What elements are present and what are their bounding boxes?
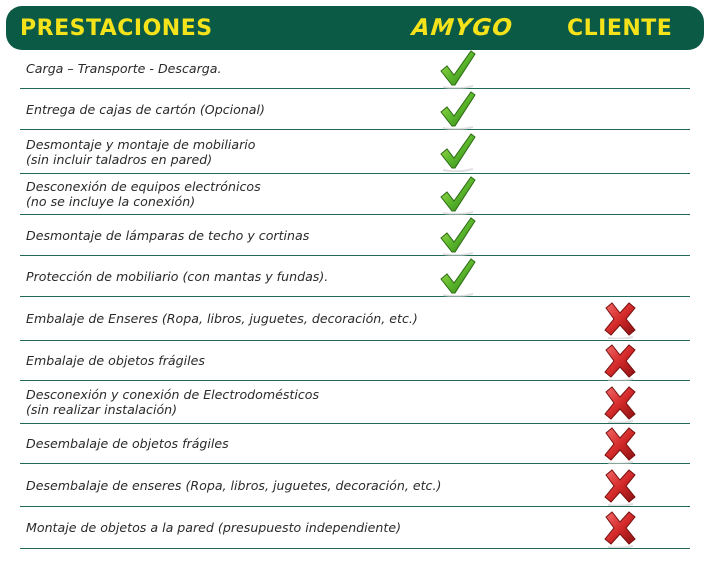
table-row bbox=[20, 297, 690, 341]
service-label-line: Desembalaje de enseres (Ropa, libros, juguetes, decoración, etc.) bbox=[26, 477, 442, 493]
cross-icon bbox=[600, 299, 640, 339]
service-label bbox=[26, 256, 416, 296]
service-label bbox=[26, 507, 416, 548]
table-row bbox=[20, 341, 690, 381]
service-label-line: Protección de mobiliario (con mantas y fundas). bbox=[26, 268, 329, 284]
service-label-line: Desmontaje de lámparas de techo y cortinas bbox=[26, 227, 310, 243]
table-row bbox=[20, 507, 690, 549]
service-label-line: (sin incluir taladros en pared) bbox=[26, 151, 213, 167]
checkmark-icon bbox=[438, 132, 478, 172]
service-label-line: Desconexión y conexión de Electrodomésticos bbox=[26, 387, 320, 402]
service-label bbox=[26, 174, 416, 214]
table-row bbox=[20, 49, 690, 89]
service-label bbox=[26, 464, 442, 506]
table-row bbox=[20, 174, 690, 215]
checkmark-icon bbox=[438, 90, 478, 130]
service-label-line: Embalaje de objetos frágiles bbox=[26, 353, 205, 368]
table-row bbox=[20, 381, 690, 424]
cross-icon bbox=[600, 383, 640, 423]
table-row bbox=[20, 215, 690, 256]
header-cliente: CLIENTE bbox=[567, 16, 673, 41]
service-label bbox=[26, 341, 416, 380]
service-label-line: (no se incluye la conexión) bbox=[26, 194, 196, 209]
table-row bbox=[20, 424, 690, 464]
service-label bbox=[26, 297, 416, 340]
cross-icon bbox=[600, 466, 640, 506]
table-row bbox=[20, 256, 690, 297]
service-label-line: Montaje de objetos a la pared (presupuesto independiente) bbox=[26, 520, 402, 535]
table-row bbox=[20, 130, 690, 174]
service-label-line: (sin realizar instalación) bbox=[26, 402, 178, 417]
table-row bbox=[20, 464, 690, 507]
service-label bbox=[26, 130, 416, 173]
service-label bbox=[26, 215, 416, 255]
header-prestaciones: PRESTACIONES bbox=[20, 16, 213, 41]
service-label-line: Carga – Transporte - Descarga. bbox=[26, 61, 222, 76]
service-label-line: Entrega de cajas de cartón (Opcional) bbox=[26, 101, 265, 117]
service-label bbox=[26, 381, 416, 423]
services-table bbox=[20, 49, 690, 549]
service-label bbox=[26, 424, 416, 463]
checkmark-icon bbox=[438, 257, 478, 297]
header-amygo-logo: AMYGO bbox=[410, 15, 515, 41]
cross-icon bbox=[600, 341, 640, 381]
service-label bbox=[26, 89, 416, 129]
cross-icon bbox=[600, 424, 640, 464]
checkmark-icon bbox=[438, 175, 478, 215]
cross-icon bbox=[600, 508, 640, 548]
table-row bbox=[20, 89, 690, 130]
service-label bbox=[26, 49, 416, 88]
checkmark-icon bbox=[438, 216, 478, 256]
table-header bbox=[6, 6, 704, 50]
service-label-line: Desembalaje de objetos frágiles bbox=[26, 436, 229, 451]
service-label-line: Desconexión de equipos electrónicos bbox=[26, 179, 261, 194]
service-label-line: Desmontaje y montaje de mobiliario bbox=[26, 136, 256, 152]
service-label-line: Embalaje de Enseres (Ropa, libros, juguetes, decoración, etc.) bbox=[26, 311, 418, 326]
checkmark-icon bbox=[438, 49, 478, 89]
